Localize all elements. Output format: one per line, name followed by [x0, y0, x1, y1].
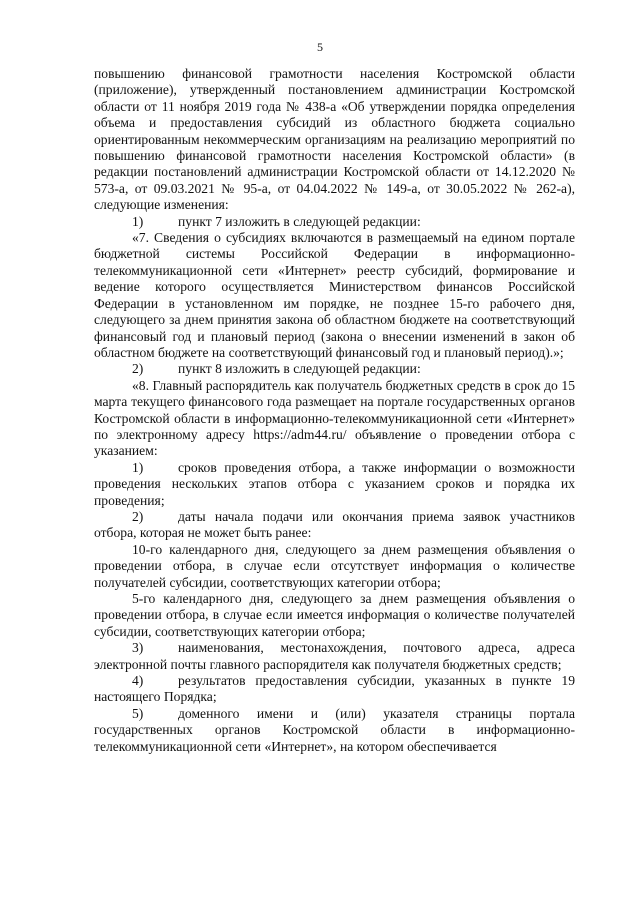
item-text: пункт 8 изложить в следующей редакции: — [178, 361, 421, 377]
item-text: доменного имени и (или) указателя страницы портала государственных органов Костромской области в информационно-телекоммуникационной сети «Интернет», на котором обеспечивается — [94, 705, 575, 754]
numbered-item — [94, 706, 575, 755]
item-text: пункт 7 изложить в следующей редакции: — [178, 213, 421, 229]
item-number: 2) — [132, 361, 144, 377]
page-number: 5 — [317, 40, 323, 54]
item-number: 1) — [132, 459, 144, 475]
paragraph-intro: повышению финансовой грамотности населения Костромской области (приложение), утвержденный постановлением администрации Костромской области от 11 ноября 2019 года № 438-а «Об утверждении порядка определения объема и предоставления субсидий из областного бюджета социально ориентированным некоммерческим организациям на реализацию мероприятий по повышению финансовой грамотности населения Костромской области» (в редакции постановлений администрации Костромской области от 14.12.2020 № 573-а, от 09.03.2021 № 95-а, от 04.04.2022 № 149-а, от 30.05.2022 № 262-а), следующие изменения: — [94, 66, 575, 213]
item-number: 5) — [132, 705, 144, 721]
item-number: 3) — [132, 640, 144, 656]
numbered-item — [94, 640, 575, 673]
item-text: наименования, местонахождения, почтового адреса, адреса электронной почты главного распорядителя как получателя бюджетных средств; — [94, 640, 575, 672]
item-text: результатов предоставления субсидии, указанных в пункте 19 настоящего Порядка; — [94, 673, 575, 705]
numbered-item — [94, 509, 575, 542]
paragraph-point-7: «7. Сведения о субсидиях включаются в размещаемый на едином портале бюджетной системы Российской Федерации в информационно-телекоммуникационной сети «Интернет» реестр субсидий, формирование и ведение которого осуществляется Министерством финансов Российской Федерации в установленном им порядке, не позднее 15-го рабочего дня, следующего за днем принятия закона об областном бюджете на соответствующий финансовый год и плановый период (закона о внесении изменений в закон об областном бюджете на соответствующий финансовый год и плановый период).»; — [94, 230, 575, 360]
item-number: 4) — [132, 673, 144, 689]
numbered-item — [94, 460, 575, 509]
item-text: даты начала подачи или окончания приема заявок участников отбора, которая не может быть ранее: — [94, 508, 575, 541]
document-body — [94, 66, 575, 755]
paragraph-point-8: «8. Главный распорядитель как получатель бюджетных средств в срок до 15 марта текущего финансового года размещает на портале государственных органов Костромской области в информационно-телекоммуникационной сети «Интернет» по электронному адресу https://adm44.ru/ объявление о проведении отбора с указанием: — [94, 377, 575, 459]
numbered-item — [94, 673, 575, 706]
paragraph-5-day: 5-го календарного дня, следующего за днем размещения объявления о проведении отбора, в случае если имеется информация о количестве получателей субсидии, соответствующих категории отбора; — [94, 591, 575, 639]
numbered-item — [94, 361, 575, 377]
item-number: 2) — [132, 508, 144, 524]
numbered-item — [94, 214, 575, 230]
paragraph-10-day: 10-го календарного дня, следующего за днем размещения объявления о проведении отбора, в случае если отсутствует информация о количестве получателей субсидии, соответствующих категории отбора; — [94, 541, 575, 590]
item-text: сроков проведения отбора, а также информации о возможности проведения нескольких этапов отбора с указанием сроков и порядка их проведения; — [94, 459, 575, 508]
item-number: 1) — [132, 213, 144, 229]
